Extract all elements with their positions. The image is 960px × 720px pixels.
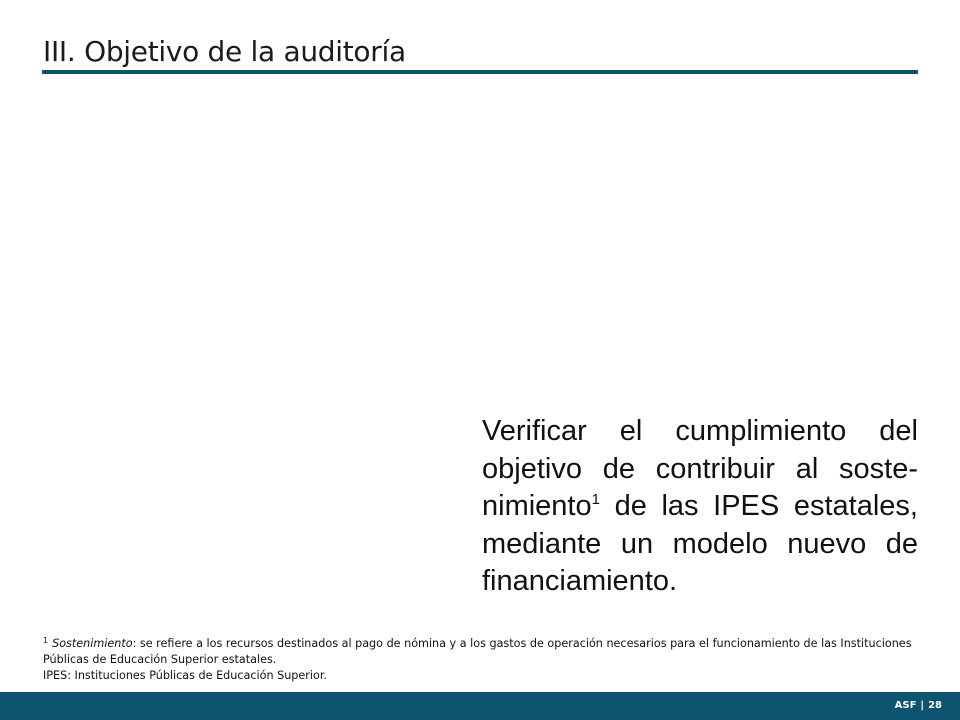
org-label: ASF (894, 700, 917, 711)
slide-title: III. Objetivo de la auditoría (43, 35, 406, 68)
objective-text-part2: de las IPES estatales, mediante un modelo nuevo de financiamiento. (482, 490, 918, 597)
footnote-term: Sostenimiento (52, 637, 133, 650)
footnote-sostenimiento (43, 636, 923, 668)
title-underline (42, 70, 918, 74)
page-number: 28 (928, 700, 942, 711)
footer-separator: | (920, 700, 925, 711)
footnotes (43, 636, 923, 684)
footnote-marker: 1 (43, 636, 49, 645)
page-label (895, 699, 942, 713)
footnote-definition: : se refiere a los recursos destinados al pago de nómina y a los gastos de operación necesarios para el funcionamiento de las Instituciones Públicas de Educación Superior estatales. (43, 637, 912, 666)
footnote-reference: 1 (591, 491, 600, 508)
objective-text-part1: Verificar el cumplimiento del objetivo de contribuir al soste-nimiento (482, 415, 918, 522)
footnote-abbreviation: IPES: Instituciones Públicas de Educación Superior. (43, 669, 327, 682)
objective-statement (482, 413, 918, 601)
footer-bar (0, 692, 960, 720)
